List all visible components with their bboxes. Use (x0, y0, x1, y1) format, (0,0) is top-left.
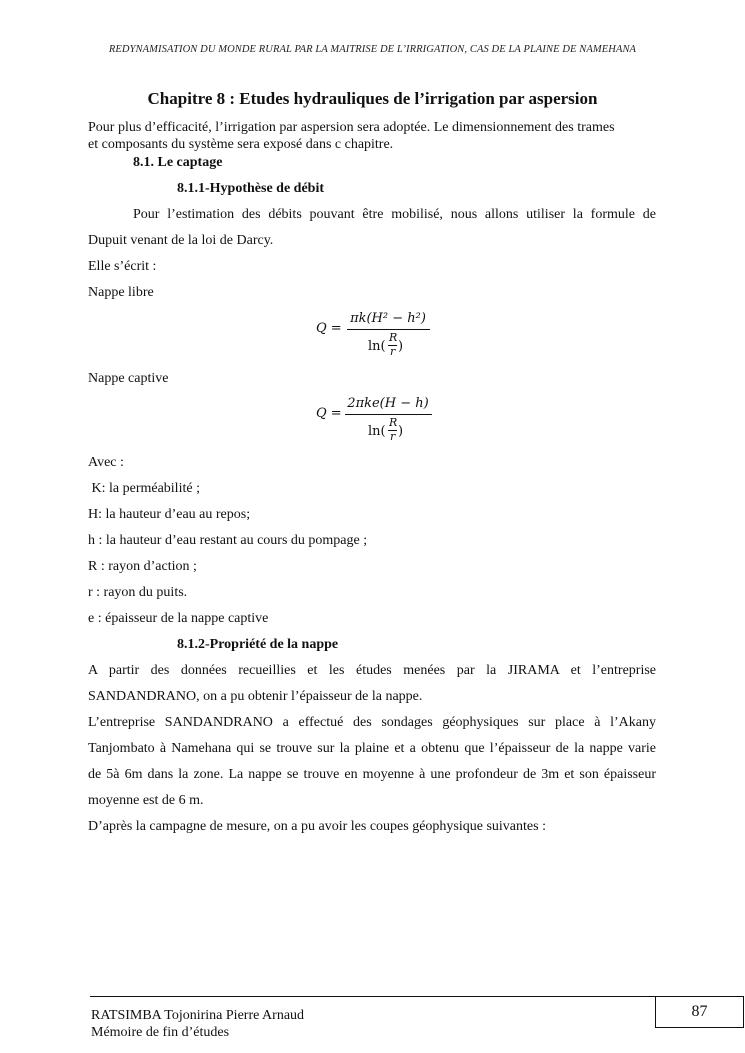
avec-label: Avec : (88, 455, 124, 470)
footer-rule (90, 996, 656, 997)
definition-k: K: la perméabilité ; (88, 481, 200, 496)
elle-ecrit-label: Elle s’écrit : (88, 259, 157, 274)
formula-den-R: R (389, 331, 398, 344)
formula-nappe-libre (310, 308, 440, 362)
formula-numerator: πk(H² − h²) (350, 311, 426, 326)
formula-close: ) (398, 424, 404, 439)
formula-ln: ln( (368, 424, 386, 439)
intro-line-1: Pour plus d’efficacité, l’irrigation par aspersion sera adoptée. Le dimensionnement des trames (88, 120, 615, 135)
formula-close: ) (398, 339, 404, 354)
paragraph-1-line-1: Pour l’estimation des débits pouvant être mobilisé, nous allons utiliser la formule de (133, 207, 656, 222)
formula-den-r: r (390, 430, 396, 443)
formula-numerator: 2πke(H − h) (347, 396, 429, 411)
section-heading-8-1-1: 8.1.1-Hypothèse de débit (177, 181, 324, 196)
paragraph-2-line-1: A partir des données recueillies et les études menées par la JIRAMA et l’entreprise (88, 663, 656, 678)
formula-nappe-captive (310, 393, 440, 447)
nappe-captive-label: Nappe captive (88, 371, 169, 386)
formula-lhs: Q = (316, 321, 342, 336)
nappe-libre-label: Nappe libre (88, 285, 154, 300)
formula-lhs: Q = (316, 406, 342, 421)
paragraph-3-line-3: de 5à 6m dans la zone. La nappe se trouve en moyenne à une profondeur de 3m et son épaisseur (88, 767, 656, 782)
fraction-bar (347, 329, 430, 330)
definition-e: e : épaisseur de la nappe captive (88, 611, 269, 626)
definition-H: H: la hauteur d’eau au repos; (88, 507, 251, 522)
paragraph-3-line-4: moyenne est de 6 m. (88, 793, 204, 808)
footer-author: RATSIMBA Tojonirina Pierre Arnaud (91, 1008, 305, 1023)
definition-h: h : la hauteur d’eau restant au cours du pompage ; (88, 533, 368, 548)
paragraph-1-line-2: Dupuit venant de la loi de Darcy. (88, 233, 274, 248)
page-number: 87 (655, 996, 744, 1028)
paragraph-3-line-2: Tanjombato à Namehana qui se trouve sur la plaine et a obtenu que l’épaisseur de la nappe varie (88, 741, 656, 756)
paragraph-2-line-2: SANDANDRANO, on a pu obtenir l’épaisseur de la nappe. (88, 689, 423, 704)
paragraph-4: D’après la campagne de mesure, on a pu avoir les coupes géophysique suivantes : (88, 819, 546, 834)
intro-line-2: et composants du système sera exposé dans c chapitre. (88, 137, 394, 152)
formula-den-r: r (390, 345, 396, 358)
running-header: REDYNAMISATION DU MONDE RURAL PAR LA MAITRISE DE L’IRRIGATION, CAS DE LA PLAINE DE NAMEHANA (108, 44, 637, 55)
definition-R: R : rayon d’action ; (88, 559, 197, 574)
section-heading-8-1: 8.1. Le captage (133, 155, 223, 170)
chapter-title: Chapitre 8 : Etudes hydrauliques de l’irrigation par aspersion (147, 89, 598, 108)
footer-memoire: Mémoire de fin d’études (91, 1025, 230, 1040)
section-heading-8-1-2: 8.1.2-Propriété de la nappe (177, 637, 339, 652)
formula-ln: ln( (368, 339, 386, 354)
formula-den-R: R (389, 416, 398, 429)
definition-r: r : rayon du puits. (88, 585, 188, 600)
fraction-bar (345, 414, 432, 415)
paragraph-3-line-1: L’entreprise SANDANDRANO a effectué des sondages géophysiques sur place à l’Akany (88, 715, 656, 730)
